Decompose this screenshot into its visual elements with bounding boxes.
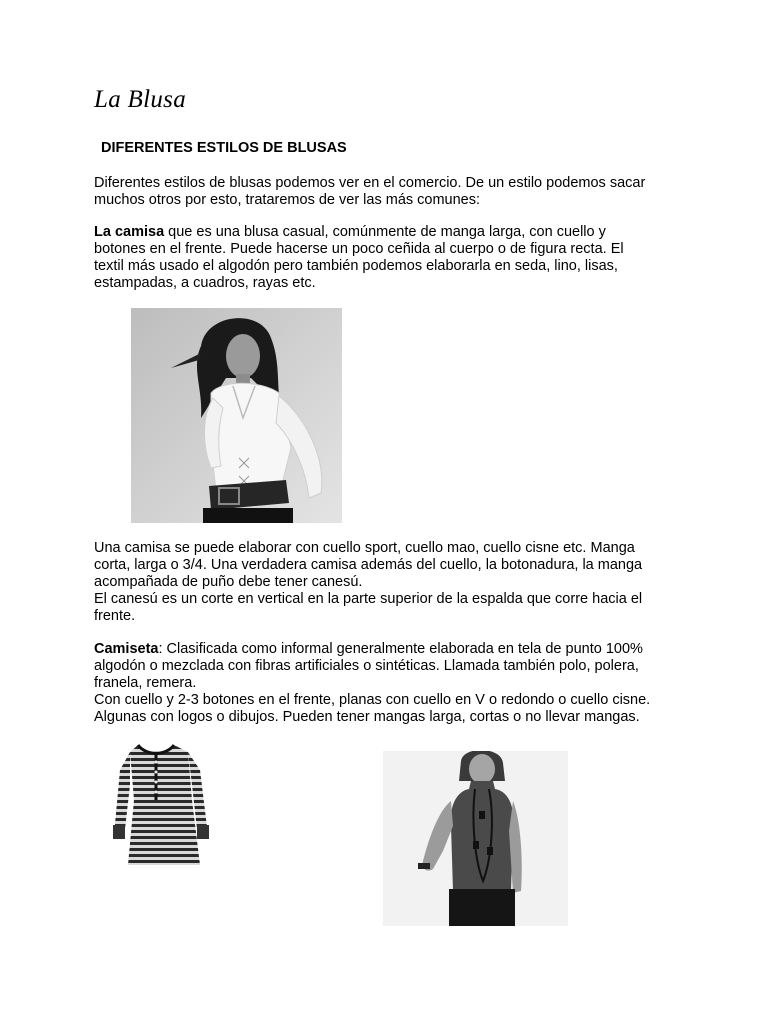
text-line: corta, larga o 3/4. Una verdadera camisa además del cuello, la botonadura, la manga (94, 557, 643, 573)
text-line: estampadas, a cuadros, rayas etc. (94, 275, 316, 291)
text-line: franela, remera. (94, 675, 197, 691)
text-line: Algunas con logos o dibujos. Pueden tener mangas larga, cortas o no llevar mangas. (94, 709, 640, 725)
text-line: botones en el frente. Puede hacerse un poco ceñida al cuerpo o de figura recta. El (94, 241, 624, 257)
striped-dress-photo (108, 740, 220, 870)
camisa-photo (131, 308, 342, 523)
text-line: muchos otros por esto, trataremos de ver las más comunes: (94, 192, 481, 208)
cuellos-paragraph (94, 540, 714, 625)
camiseta-paragraph (94, 641, 714, 726)
section-heading: DIFERENTES ESTILOS DE BLUSAS (101, 140, 347, 156)
text-line: Diferentes estilos de blusas podemos ver en el comercio. De un estilo podemos sacar (94, 175, 646, 191)
sleeveless-top-photo (383, 751, 568, 926)
text-line: El canesú es un corte en vertical en la parte superior de la espalda que corre hacia el (94, 591, 643, 607)
camisa-paragraph (94, 224, 714, 292)
text-line (94, 224, 714, 241)
page-title: La Blusa (94, 86, 186, 113)
text-line: Una camisa se puede elaborar con cuello sport, cuello mao, cuello cisne etc. Manga (94, 540, 635, 556)
text-line: textil más usado el algodón pero también podemos elaborarla en seda, lino, lisas, (94, 258, 618, 274)
text-run: que es una blusa casual, comúnmente de manga larga, con cuello y (164, 224, 606, 240)
text-line (94, 641, 714, 658)
text-line: algodón o mezclada con fibras artificiales o sintéticas. Llamada también polo, polera, (94, 658, 639, 674)
text-line: frente. (94, 608, 136, 624)
camisa-term: La camisa (94, 224, 165, 240)
intro-paragraph (94, 175, 714, 209)
text-line: acompañada de puño debe tener canesú. (94, 574, 363, 590)
text-run: : Clasificada como informal generalmente elaborada en tela de punto 100% (158, 641, 643, 657)
text-line: Con cuello y 2-3 botones en el frente, planas con cuello en V o redondo o cuello cisne. (94, 692, 651, 708)
camiseta-term: Camiseta (94, 641, 159, 657)
